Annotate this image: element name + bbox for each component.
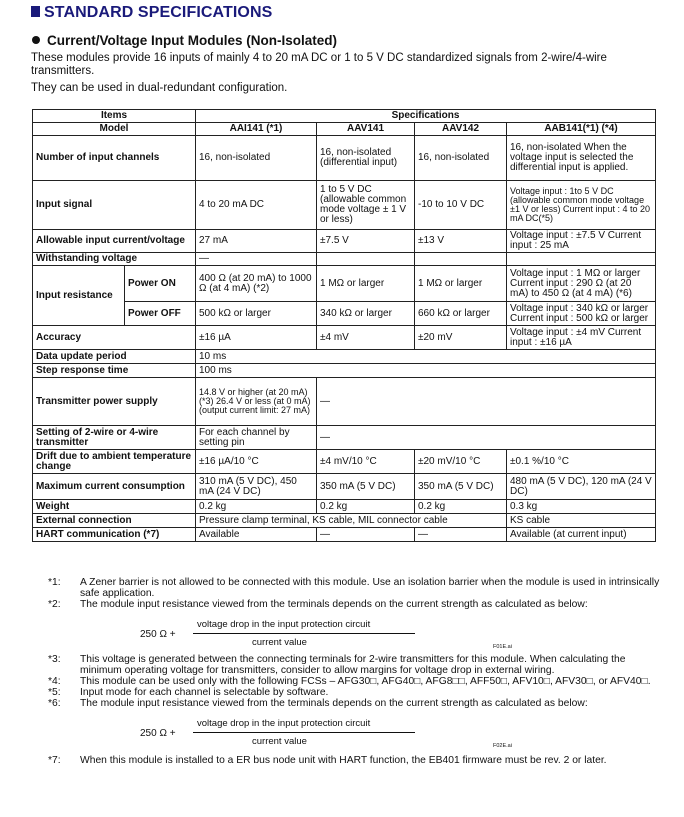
table-row (33, 350, 656, 364)
table-row (33, 326, 656, 350)
sub-label: Power ON (125, 266, 196, 302)
cell: 16, non-isolated When the voltage input is selected the differential input is applied. (507, 136, 656, 181)
formula-numerator: voltage drop in the input protection circuit (197, 718, 371, 729)
model-aab141: AAB141(*1) (*4) (507, 123, 656, 136)
cell: Voltage input : 340 kΩ or larger Current input : 500 kΩ or larger (507, 302, 656, 326)
row-label: Data update period (33, 350, 196, 364)
footnote-number: *2: (48, 599, 61, 610)
cell: Voltage input : 1 MΩ or larger Current input : 290 Ω (at 20 mA) to 450 Ω (at 4 mA) (*6) (507, 266, 656, 302)
cell: Available (at current input) (507, 528, 656, 542)
formula-denominator: current value (252, 736, 307, 747)
table-row (33, 426, 656, 450)
intro-redundant: They can be used in dual-redundant configuration. (31, 82, 288, 94)
cell: 16, non-isolated (196, 136, 317, 181)
cell: 400 Ω (at 20 mA) to 1000 Ω (at 4 mA) (*2) (196, 266, 317, 302)
cell: ±13 V (415, 230, 507, 253)
section-title-text: STANDARD SPECIFICATIONS (44, 4, 273, 21)
cell (415, 253, 507, 266)
formula-denominator: current value (252, 637, 307, 648)
table-row (33, 136, 656, 181)
fraction-line (193, 633, 415, 634)
footnote-text: The module input resistance viewed from the terminals depends on the current strength as calculated as below: (80, 599, 588, 610)
footnote (30, 599, 670, 610)
table-row (33, 450, 656, 474)
cell: 16, non-isolated (415, 136, 507, 181)
footnote-number: *4: (48, 676, 61, 687)
footnote (30, 698, 670, 709)
row-label: Transmitter power supply (33, 378, 196, 426)
footnote (30, 577, 670, 599)
cell: 0.2 kg (415, 500, 507, 514)
cell: ±16 µA/10 °C (196, 450, 317, 474)
footnote-number: *1: (48, 577, 61, 588)
cell: 1 MΩ or larger (415, 266, 507, 302)
footnote-number: *3: (48, 654, 61, 665)
cell: ±0.1 %/10 °C (507, 450, 656, 474)
cell: -10 to 10 V DC (415, 181, 507, 230)
row-label: Accuracy (33, 326, 196, 350)
cell: 340 kΩ or larger (317, 302, 415, 326)
footnote-number: *5: (48, 687, 61, 698)
cell: — (317, 378, 656, 426)
row-label: External connection (33, 514, 196, 528)
cell: — (415, 528, 507, 542)
formula-lhs: 250 Ω + (140, 629, 176, 640)
row-label: Input resistance (33, 266, 125, 326)
row-label: Maximum current consumption (33, 474, 196, 500)
table-row (33, 500, 656, 514)
intro-paragraph: These modules provide 16 inputs of mainly 4 to 20 mA DC or 1 to 5 V DC standardized signals from 2-wire/4-wire transmitters. (31, 52, 607, 77)
table-header-row (33, 110, 656, 123)
cell: — (196, 253, 317, 266)
spec-table (32, 109, 656, 542)
specs-header: Specifications (196, 110, 656, 123)
formula-lhs: 250 Ω + (140, 728, 176, 739)
table-row (33, 302, 656, 326)
cell: ±4 mV (317, 326, 415, 350)
footnote (30, 654, 670, 676)
table-row (33, 514, 656, 528)
cell: 500 kΩ or larger (196, 302, 317, 326)
row-label: Input signal (33, 181, 196, 230)
cell: 350 mA (5 V DC) (317, 474, 415, 500)
cell: ±4 mV/10 °C (317, 450, 415, 474)
row-label: HART communication (*7) (33, 528, 196, 542)
model-row (33, 123, 656, 136)
cell: 16, non-isolated (differential input) (317, 136, 415, 181)
cell: ±7.5 V (317, 230, 415, 253)
cell: ±20 mV/10 °C (415, 450, 507, 474)
round-bullet-icon (32, 36, 40, 44)
cell: Pressure clamp terminal, KS cable, MIL connector cable (196, 514, 507, 528)
table-row (33, 253, 656, 266)
footnote (30, 676, 670, 687)
footnote-text: This voltage is generated between the connecting terminals for 2-wire transmitters for this module. When calculating the minimum operating voltage for transmitters, consider to allow margins for voltage drop in external wiring. (80, 654, 626, 676)
model-aav141: AAV141 (317, 123, 415, 136)
footnote-text: The module input resistance viewed from the terminals depends on the current strength as calculated as below: (80, 698, 588, 709)
cell: Voltage input : 1to 5 V DC (allowable common mode voltage ±1 V or less) Current input : 4 to 20 mA DC(*5) (507, 181, 656, 230)
cell (507, 253, 656, 266)
row-label: Setting of 2-wire or 4-wire transmitter (33, 426, 196, 450)
cell: 350 mA (5 V DC) (415, 474, 507, 500)
row-label: Weight (33, 500, 196, 514)
cell: 14.8 V or higher (at 20 mA) (*3) 26.4 V or less (at 0 mA) (output current limit: 27 mA) (196, 378, 317, 426)
table-row (33, 364, 656, 378)
cell: 480 mA (5 V DC), 120 mA (24 V DC) (507, 474, 656, 500)
footnote-number: *6: (48, 698, 61, 709)
cell: 0.3 kg (507, 500, 656, 514)
row-label: Step response time (33, 364, 196, 378)
cell: — (317, 426, 656, 450)
table-row (33, 378, 656, 426)
cell: 0.2 kg (196, 500, 317, 514)
cell: 27 mA (196, 230, 317, 253)
row-label: Number of input channels (33, 136, 196, 181)
cell: Voltage input : ±7.5 V Current input : 25 mA (507, 230, 656, 253)
cell: 1 MΩ or larger (317, 266, 415, 302)
cell: Voltage input : ±4 mV Current input : ±16 µA (507, 326, 656, 350)
cell: 660 kΩ or larger (415, 302, 507, 326)
footnote-number: *7: (48, 755, 61, 766)
cell: — (317, 528, 415, 542)
cell: 310 mA (5 V DC), 450 mA (24 V DC) (196, 474, 317, 500)
subsection-title (32, 33, 337, 48)
cell: 1 to 5 V DC (allowable common mode voltage ± 1 V or less) (317, 181, 415, 230)
table-row (33, 181, 656, 230)
cell: 0.2 kg (317, 500, 415, 514)
cell: ±16 µA (196, 326, 317, 350)
table-row (33, 474, 656, 500)
cell: 100 ms (196, 364, 656, 378)
row-label: Allowable input current/voltage (33, 230, 196, 253)
footnote (30, 755, 670, 766)
row-label: Drift due to ambient temperature change (33, 450, 196, 474)
formula-numerator: voltage drop in the input protection circuit (197, 619, 371, 630)
section-title (31, 4, 272, 22)
footnote-text: When this module is installed to a ER bus node unit with HART function, the EB401 firmware must be rev. 2 or later. (80, 755, 607, 766)
sub-label: Power OFF (125, 302, 196, 326)
model-label: Model (33, 123, 196, 136)
cell: Available (196, 528, 317, 542)
fraction-line (193, 732, 415, 733)
cell: ±20 mV (415, 326, 507, 350)
table-row (33, 266, 656, 302)
footnote (30, 687, 670, 698)
footnote-text: Input mode for each channel is selectable by software. (80, 687, 329, 698)
subsection-title-text: Current/Voltage Input Modules (Non-Isolated) (47, 33, 337, 48)
formula-1 (30, 610, 670, 654)
items-header: Items (33, 110, 196, 123)
figure-label: F02E.ai (493, 743, 512, 749)
row-label: Withstanding voltage (33, 253, 196, 266)
cell: KS cable (507, 514, 656, 528)
cell (317, 253, 415, 266)
cell: 4 to 20 mA DC (196, 181, 317, 230)
model-aai141: AAI141 (*1) (196, 123, 317, 136)
model-aav142: AAV142 (415, 123, 507, 136)
footnote-text: A Zener barrier is not allowed to be connected with this module. Use an isolation barrier when the module is used in intrinsically safe application. (80, 577, 660, 599)
table-row (33, 528, 656, 542)
table-row (33, 230, 656, 253)
cell: For each channel by setting pin (196, 426, 317, 450)
figure-label: F01E.ai (493, 644, 512, 650)
footnotes (30, 577, 670, 766)
square-bullet-icon (31, 6, 40, 17)
footnote-text: This module can be used only with the following FCSs – AFG30□, AFG40□, AFG8□□, AFF50□, AFV10□, AFV30□, or AFV40□. (80, 676, 651, 687)
formula-2 (30, 709, 670, 753)
cell: 10 ms (196, 350, 656, 364)
